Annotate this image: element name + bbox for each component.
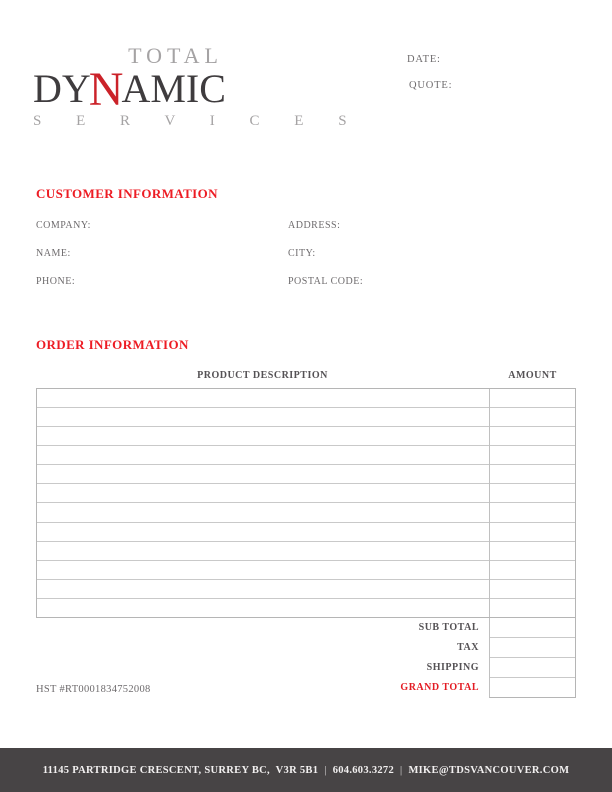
- table-row: [37, 427, 575, 446]
- table-row: [37, 446, 575, 465]
- grand-total-value-cell: [490, 678, 575, 697]
- hst-number: HST #RT0001834752008: [36, 684, 151, 695]
- table-row: [37, 389, 575, 408]
- logo-word-total: TOTAL: [128, 43, 223, 68]
- table-row: [37, 580, 575, 599]
- totals-value-boxes: [489, 618, 576, 698]
- quote-label: QUOTE:: [409, 80, 453, 91]
- footer-separator: |: [324, 764, 327, 776]
- table-row: [37, 503, 575, 522]
- product-description-column-header: PRODUCT DESCRIPTION: [197, 370, 328, 381]
- city-field-label: CITY:: [288, 248, 316, 259]
- order-table-rows: [37, 389, 575, 617]
- sub-total-label: SUB TOTAL: [418, 622, 479, 633]
- table-row: [37, 523, 575, 542]
- shipping-value-cell: [490, 658, 575, 678]
- date-label: DATE:: [407, 54, 441, 65]
- totals-labels: [299, 618, 479, 698]
- customer-section-title: CUSTOMER INFORMATION: [36, 186, 218, 201]
- sub-total-value-cell: [490, 618, 575, 638]
- footer-phone: 604.603.3272: [332, 764, 395, 776]
- table-row: [37, 465, 575, 484]
- amount-column-header: AMOUNT: [508, 370, 557, 381]
- logo-dynamic-prefix: DY: [33, 66, 91, 111]
- tax-value-cell: [490, 638, 575, 658]
- logo-word-dynamic: DYNAMIC: [33, 63, 226, 116]
- logo-dynamic-suffix: AMIC: [121, 66, 226, 111]
- shipping-label: SHIPPING: [426, 662, 479, 673]
- amount-column-divider: [489, 389, 490, 617]
- address-field-label: ADDRESS:: [288, 220, 341, 231]
- order-table: [36, 388, 576, 618]
- postal-code-field-label: POSTAL CODE:: [288, 276, 364, 287]
- company-logo: [33, 43, 363, 130]
- company-field-label: COMPANY:: [36, 220, 91, 231]
- footer-address: 11145 PARTRIDGE CRESCENT, SURREY BC, V3R 5B1: [42, 764, 319, 776]
- tax-label: TAX: [457, 642, 479, 653]
- footer-email: MIKE@TDSVANCOUVER.COM: [408, 764, 570, 776]
- grand-total-label: GRAND TOTAL: [400, 682, 479, 693]
- order-section-title: ORDER INFORMATION: [36, 337, 189, 352]
- logo-word-services: S E R V I C E S: [33, 113, 363, 129]
- table-row: [37, 561, 575, 580]
- footer-bar: [0, 748, 612, 792]
- footer-contact-line: [43, 765, 570, 776]
- table-row: [37, 484, 575, 503]
- name-field-label: NAME:: [36, 248, 71, 259]
- phone-field-label: PHONE:: [36, 276, 76, 287]
- table-row: [37, 599, 575, 617]
- table-row: [37, 408, 575, 427]
- table-row: [37, 542, 575, 561]
- footer-separator: |: [400, 764, 403, 776]
